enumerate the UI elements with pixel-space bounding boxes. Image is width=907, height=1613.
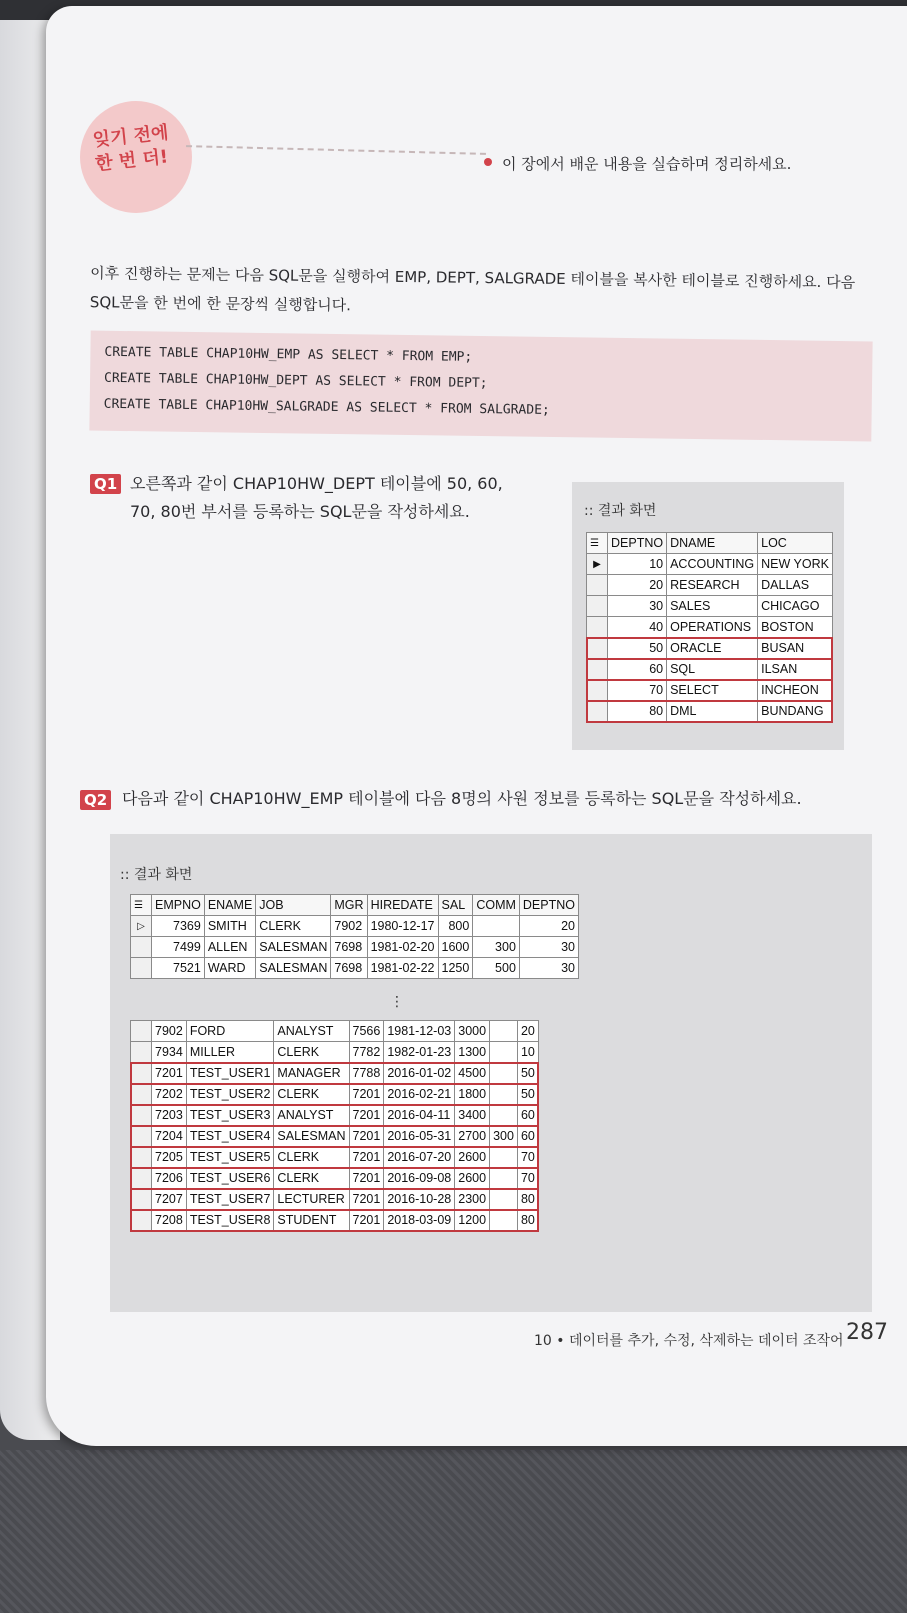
table-cell: 1250	[438, 958, 473, 979]
table-cell	[490, 1042, 518, 1063]
table-cell: 1982-01-23	[384, 1042, 455, 1063]
table-cell: 2016-10-28	[384, 1189, 455, 1210]
table-cell: OPERATIONS	[667, 617, 758, 638]
background-fabric	[0, 1450, 907, 1613]
column-header: MGR	[331, 895, 367, 916]
connector-dot	[484, 158, 492, 166]
code-block	[89, 331, 872, 442]
table-cell: MANAGER	[274, 1063, 349, 1084]
table-cell: CLERK	[274, 1042, 349, 1063]
table-cell: 7698	[331, 937, 367, 958]
table-cell: 60	[517, 1105, 538, 1126]
table-cell: 7698	[331, 958, 367, 979]
table-cell: 7201	[152, 1063, 187, 1084]
table-cell: CLERK	[274, 1084, 349, 1105]
table-cell: 1981-02-20	[367, 937, 438, 958]
table-cell: 7205	[152, 1147, 187, 1168]
table-row	[587, 680, 833, 701]
table-cell: TEST_USER5	[186, 1147, 274, 1168]
table-cell: 7206	[152, 1168, 187, 1189]
book-page	[46, 6, 907, 1446]
review-badge-text	[92, 119, 191, 177]
row-selector	[587, 659, 608, 680]
row-selector	[131, 1210, 152, 1231]
table-cell: 70	[608, 680, 667, 701]
table-cell: 7902	[152, 1021, 187, 1042]
chapter-footer: 10 • 데이터를 추가, 수정, 삭제하는 데이터 조작어	[534, 1333, 844, 1349]
q1-result-title: :: 결과 화면	[584, 503, 657, 519]
table-cell: 7201	[349, 1189, 384, 1210]
table-cell: 1600	[438, 937, 473, 958]
table-cell: CLERK	[274, 1147, 349, 1168]
dashed-connector	[186, 145, 486, 155]
table-cell	[473, 916, 520, 937]
table-cell: 30	[519, 958, 578, 979]
table-cell: ORACLE	[667, 638, 758, 659]
intro-paragraph: 이후 진행하는 문제는 다음 SQL문을 실행하여 EMP, DEPT, SALGRADE 테이블을 복사한 테이블로 진행하세요. 다음 SQL문을 한 번에 한 문장씩 실행합니다.	[89, 264, 856, 315]
table-cell: 1800	[455, 1084, 490, 1105]
table-cell: 3000	[455, 1021, 490, 1042]
table-cell: BOSTON	[758, 617, 833, 638]
table-row	[131, 1189, 539, 1210]
column-header: ENAME	[204, 895, 255, 916]
table-cell: 1981-12-03	[384, 1021, 455, 1042]
table-cell: CHICAGO	[758, 596, 833, 617]
table-cell: TEST_USER3	[186, 1105, 274, 1126]
table-cell: 4500	[455, 1063, 490, 1084]
table-cell: STUDENT	[274, 1210, 349, 1231]
table-cell: 2300	[455, 1189, 490, 1210]
table-cell: ALLEN	[204, 937, 255, 958]
column-header: COMM	[473, 895, 520, 916]
q2-text: 다음과 같이 CHAP10HW_EMP 테이블에 다음 8명의 사원 정보를 등록하는 SQL문을 작성하세요.	[122, 789, 802, 808]
table-cell: DALLAS	[758, 575, 833, 596]
table-cell: 1200	[455, 1210, 490, 1231]
table-cell: 40	[608, 617, 667, 638]
row-selector	[131, 1042, 152, 1063]
row-pointer-icon: ▶	[587, 554, 608, 575]
table-row	[587, 617, 833, 638]
table-cell: ANALYST	[274, 1021, 349, 1042]
table-cell: TEST_USER1	[186, 1063, 274, 1084]
table-cell: TEST_USER6	[186, 1168, 274, 1189]
table-cell	[490, 1021, 518, 1042]
table-cell: 50	[608, 638, 667, 659]
table-cell: ACCOUNTING	[667, 554, 758, 575]
table-cell	[490, 1189, 518, 1210]
row-selector	[131, 958, 152, 979]
table-row	[587, 638, 833, 659]
table-cell: 80	[517, 1210, 538, 1231]
table-cell: TEST_USER7	[186, 1189, 274, 1210]
row-selector	[131, 937, 152, 958]
row-selector	[131, 1021, 152, 1042]
table-cell: RESEARCH	[667, 575, 758, 596]
table-cell: 2600	[455, 1147, 490, 1168]
column-header: SAL	[438, 895, 473, 916]
table-row	[131, 1168, 539, 1189]
table-header-row	[587, 533, 833, 554]
table-cell: 7369	[152, 916, 205, 937]
table-cell: 300	[473, 937, 520, 958]
row-selector	[131, 1189, 152, 1210]
table-cell	[490, 1084, 518, 1105]
table-cell: 7902	[331, 916, 367, 937]
table-cell: 7201	[349, 1126, 384, 1147]
table-cell: 7202	[152, 1084, 187, 1105]
table-cell: 20	[608, 575, 667, 596]
table-cell: 7782	[349, 1042, 384, 1063]
table-cell: 7521	[152, 958, 205, 979]
table-cell: 7204	[152, 1126, 187, 1147]
q1-label: Q1	[90, 474, 121, 494]
row-selector	[131, 1168, 152, 1189]
table-cell: 60	[517, 1126, 538, 1147]
table-header-row	[131, 895, 579, 916]
table-row	[131, 958, 579, 979]
column-header: DEPTNO	[608, 533, 667, 554]
table-row	[131, 1021, 539, 1042]
table-cell: 2016-05-31	[384, 1126, 455, 1147]
q2-result-table-top	[130, 894, 579, 979]
column-header: HIREDATE	[367, 895, 438, 916]
table-cell: 800	[438, 916, 473, 937]
row-selector	[587, 680, 608, 701]
table-cell: 80	[608, 701, 667, 722]
table-cell: INCHEON	[758, 680, 833, 701]
table-cell: 7203	[152, 1105, 187, 1126]
table-row	[131, 1126, 539, 1147]
table-cell: 500	[473, 958, 520, 979]
table-cell: 20	[517, 1021, 538, 1042]
q1-result-panel	[572, 482, 844, 750]
table-cell: 7934	[152, 1042, 187, 1063]
table-cell: 7208	[152, 1210, 187, 1231]
table-row	[131, 1084, 539, 1105]
row-selector	[587, 596, 608, 617]
code-line: CREATE TABLE CHAP10HW_EMP AS SELECT * FROM EMP;	[104, 344, 473, 365]
table-row	[131, 1063, 539, 1084]
row-selector	[587, 617, 608, 638]
table-cell: FORD	[186, 1021, 274, 1042]
table-cell: DML	[667, 701, 758, 722]
q2-result-table-bottom	[130, 1020, 539, 1231]
table-cell: CLERK	[274, 1168, 349, 1189]
table-row	[587, 701, 833, 722]
q1-text-line-1: 오른쪽과 같이 CHAP10HW_DEPT 테이블에 50, 60,	[130, 474, 503, 493]
table-cell: 2018-03-09	[384, 1210, 455, 1231]
row-selector	[131, 1084, 152, 1105]
row-selector	[131, 1063, 152, 1084]
table-cell: 7566	[349, 1021, 384, 1042]
table-cell	[490, 1168, 518, 1189]
table-cell: 2600	[455, 1168, 490, 1189]
table-cell: MILLER	[186, 1042, 274, 1063]
table-cell: 10	[517, 1042, 538, 1063]
table-cell: WARD	[204, 958, 255, 979]
table-row	[131, 1042, 539, 1063]
table-cell: TEST_USER4	[186, 1126, 274, 1147]
q1-text	[130, 470, 503, 526]
table-cell: TEST_USER2	[186, 1084, 274, 1105]
table-cell: 2700	[455, 1126, 490, 1147]
page-number: 287	[846, 1320, 888, 1345]
grid-menu-icon: ☰	[131, 895, 152, 916]
column-header: DNAME	[667, 533, 758, 554]
table-cell: 2016-04-11	[384, 1105, 455, 1126]
table-cell: SALESMAN	[256, 958, 331, 979]
q2-label: Q2	[80, 790, 111, 810]
table-cell: SALESMAN	[256, 937, 331, 958]
column-header: DEPTNO	[519, 895, 578, 916]
table-cell: SELECT	[667, 680, 758, 701]
table-cell	[490, 1105, 518, 1126]
table-cell	[490, 1147, 518, 1168]
table-cell: SQL	[667, 659, 758, 680]
table-cell: 7201	[349, 1210, 384, 1231]
q2-result-title: :: 결과 화면	[120, 867, 193, 883]
badge-line-1: 잊기 전에	[91, 122, 170, 151]
column-header: JOB	[256, 895, 331, 916]
row-selector	[587, 638, 608, 659]
row-selector	[587, 575, 608, 596]
table-row	[131, 916, 579, 937]
row-selector	[587, 701, 608, 722]
row-pointer-icon: ▷	[131, 916, 152, 937]
row-selector	[131, 1105, 152, 1126]
table-cell: ILSAN	[758, 659, 833, 680]
column-header: EMPNO	[152, 895, 205, 916]
table-cell: BUSAN	[758, 638, 833, 659]
table-cell: 30	[608, 596, 667, 617]
table-row	[587, 575, 833, 596]
table-cell: 2016-01-02	[384, 1063, 455, 1084]
q2-result-panel	[110, 834, 872, 1312]
table-cell: 10	[608, 554, 667, 575]
table-cell: SALESMAN	[274, 1126, 349, 1147]
table-cell: 7788	[349, 1063, 384, 1084]
table-cell: 7201	[349, 1084, 384, 1105]
table-cell: 30	[519, 937, 578, 958]
table-row	[587, 596, 833, 617]
table-cell: SMITH	[204, 916, 255, 937]
q1-result-table	[586, 532, 833, 722]
table-cell: CLERK	[256, 916, 331, 937]
table-cell: 70	[517, 1168, 538, 1189]
table-row	[587, 659, 833, 680]
q1-text-line-2: 70, 80번 부서를 등록하는 SQL문을 작성하세요.	[130, 502, 470, 521]
table-cell: 20	[519, 916, 578, 937]
table-cell: 2016-07-20	[384, 1147, 455, 1168]
table-cell: 60	[608, 659, 667, 680]
table-cell	[490, 1063, 518, 1084]
table-cell: 2016-02-21	[384, 1084, 455, 1105]
table-cell: 7499	[152, 937, 205, 958]
table-cell: 50	[517, 1084, 538, 1105]
table-cell: 300	[490, 1126, 518, 1147]
table-cell: 7207	[152, 1189, 187, 1210]
table-cell: 1981-02-22	[367, 958, 438, 979]
table-cell: 7201	[349, 1147, 384, 1168]
code-line: CREATE TABLE CHAP10HW_SALGRADE AS SELECT * FROM SALGRADE;	[103, 396, 550, 418]
table-cell: 7201	[349, 1105, 384, 1126]
column-header: LOC	[758, 533, 833, 554]
instruction-text: 이 장에서 배운 내용을 실습하며 정리하세요.	[502, 155, 792, 173]
grid-menu-icon: ☰	[587, 533, 608, 554]
table-cell: ANALYST	[274, 1105, 349, 1126]
row-selector	[131, 1126, 152, 1147]
table-cell: 2016-09-08	[384, 1168, 455, 1189]
ellipsis: ⋮	[390, 994, 404, 1010]
table-row	[131, 1210, 539, 1231]
table-cell: 70	[517, 1147, 538, 1168]
table-row	[131, 1105, 539, 1126]
table-cell: 80	[517, 1189, 538, 1210]
badge-line-2: 한 번 더!	[94, 146, 170, 175]
table-cell: 1300	[455, 1042, 490, 1063]
table-cell: BUNDANG	[758, 701, 833, 722]
table-cell: 3400	[455, 1105, 490, 1126]
row-selector	[131, 1147, 152, 1168]
table-cell: TEST_USER8	[186, 1210, 274, 1231]
table-cell: LECTURER	[274, 1189, 349, 1210]
table-row	[131, 937, 579, 958]
table-cell	[490, 1210, 518, 1231]
table-row	[587, 554, 833, 575]
table-cell: 1980-12-17	[367, 916, 438, 937]
table-row	[131, 1147, 539, 1168]
table-cell: 7201	[349, 1168, 384, 1189]
code-line: CREATE TABLE CHAP10HW_DEPT AS SELECT * FROM DEPT;	[103, 370, 488, 392]
table-cell: 50	[517, 1063, 538, 1084]
table-cell: SALES	[667, 596, 758, 617]
table-cell: NEW YORK	[758, 554, 833, 575]
